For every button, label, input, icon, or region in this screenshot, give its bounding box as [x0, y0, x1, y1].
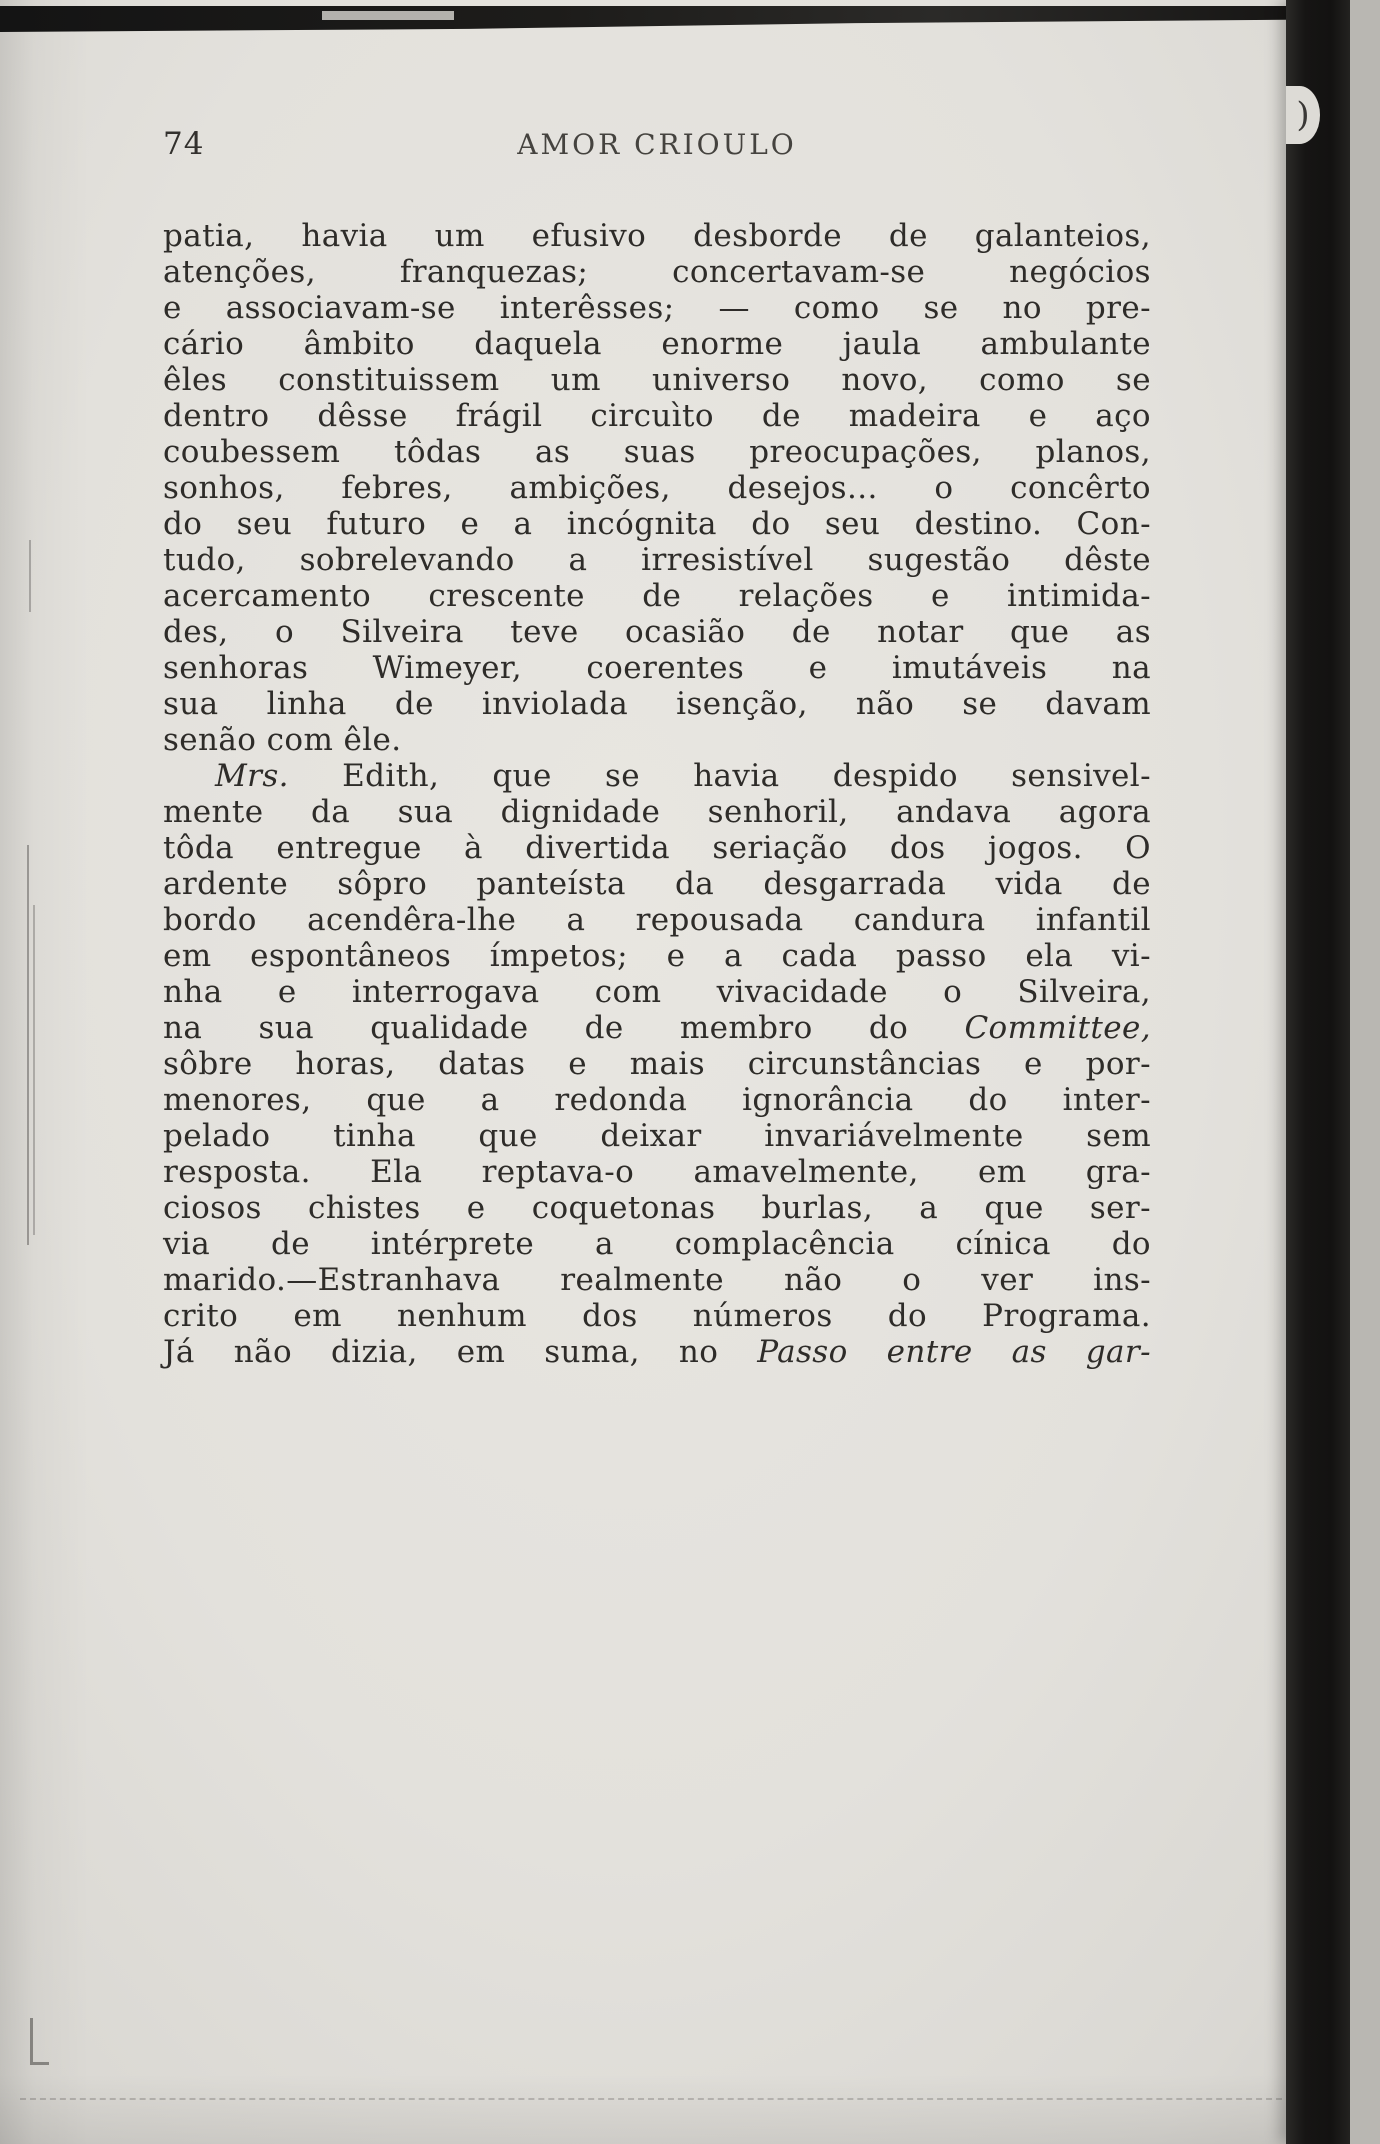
text-line — [163, 470, 1151, 506]
text-segment-italic: Committee, — [964, 1010, 1151, 1046]
scan-artifact-bottom-left-mark — [30, 2018, 49, 2065]
text-line — [163, 578, 1151, 614]
text-segment: em espontâneos ímpetos; e a cada passo ela vi- — [163, 938, 1151, 974]
text-line — [163, 722, 1151, 758]
text-line — [163, 1154, 1151, 1190]
text-line — [163, 1118, 1151, 1154]
text-segment: senão com êle. — [163, 722, 402, 758]
text-segment: ciosos chistes e coquetonas burlas, a que ser- — [163, 1190, 1151, 1226]
text-segment: do seu futuro e a incógnita do seu destino. Con- — [163, 506, 1151, 542]
text-segment: nha e interrogava com vivacidade o Silveira, — [163, 974, 1151, 1010]
text-segment: crito em nenhum dos números do Programa. — [163, 1298, 1151, 1334]
scan-artifact-left-scratch — [27, 845, 29, 1245]
text-segment-italic: Passo entre as gar- — [757, 1334, 1151, 1370]
text-line — [163, 1334, 1151, 1370]
scan-artifact-right-notch: ) — [1286, 86, 1320, 144]
text-segment: pelado tinha que deixar invariávelmente sem — [163, 1118, 1151, 1154]
text-segment: êles constituissem um universo novo, como se — [163, 362, 1151, 398]
running-header-title: AMOR CRIOULO — [517, 128, 797, 161]
text-line — [163, 686, 1151, 722]
text-line — [163, 326, 1151, 362]
text-line — [163, 1046, 1151, 1082]
text-line — [163, 830, 1151, 866]
scan-artifact-left-scratch-3 — [29, 540, 31, 612]
text-segment: marido.—Estranhava realmente não o ver ins- — [163, 1262, 1151, 1298]
text-line — [163, 1262, 1151, 1298]
text-segment: atenções, franquezas; concertavam-se negócios — [163, 254, 1151, 290]
text-segment: menores, que a redonda ignorância do inter- — [163, 1082, 1151, 1118]
scan-artifact-top-bar — [0, 6, 1380, 32]
text-segment: resposta. Ela reptava-o amavelmente, em gra- — [163, 1154, 1151, 1190]
text-segment: via de intérprete a complacência cínica do — [163, 1226, 1151, 1262]
text-segment: sonhos, febres, ambições, desejos... o concêrto — [163, 470, 1151, 506]
text-line — [163, 434, 1151, 470]
text-segment: ardente sôpro panteísta da desgarrada vida de — [163, 866, 1151, 902]
text-line — [163, 254, 1151, 290]
text-segment: Edith, que se havia despido sensivel- — [288, 758, 1151, 794]
text-segment: e associavam-se interêsses; — como se no pre- — [163, 290, 1151, 326]
text-segment: senhoras Wimeyer, coerentes e imutáveis na — [163, 650, 1151, 686]
text-line — [163, 758, 1151, 794]
text-line — [163, 650, 1151, 686]
text-line — [163, 398, 1151, 434]
text-line — [163, 1082, 1151, 1118]
text-segment: bordo acendêra-lhe a repousada candura infantil — [163, 902, 1151, 938]
text-line — [163, 362, 1151, 398]
text-segment: na sua qualidade de membro do — [163, 1010, 965, 1046]
body-text — [163, 218, 1151, 1370]
text-line — [163, 614, 1151, 650]
text-line — [163, 542, 1151, 578]
text-line — [163, 290, 1151, 326]
text-segment: dentro dêsse frágil circuìto de madeira e aço — [163, 398, 1151, 434]
text-segment: patia, havia um efusivo desborde de galanteios, — [163, 218, 1151, 254]
scan-artifact-left-scratch-2 — [33, 905, 35, 1235]
text-segment: mente da sua dignidade senhoril, andava agora — [163, 794, 1151, 830]
page-number: 74 — [163, 126, 205, 162]
scan-artifact-right-binding-bar — [1286, 0, 1350, 2144]
text-segment: cário âmbito daquela enorme jaula ambulante — [163, 326, 1151, 362]
scan-artifact-bottom-line — [20, 2098, 1282, 2100]
text-line — [163, 1190, 1151, 1226]
text-segment-italic: Mrs. — [215, 758, 289, 794]
text-segment: sua linha de inviolada isenção, não se davam — [163, 686, 1151, 722]
text-line — [163, 866, 1151, 902]
text-segment: acercamento crescente de relações e intimida- — [163, 578, 1151, 614]
scan-artifact-top-gap — [322, 11, 454, 20]
text-line — [163, 974, 1151, 1010]
text-segment: sôbre horas, datas e mais circunstâncias e por- — [163, 1046, 1151, 1082]
text-segment: des, o Silveira teve ocasião de notar que as — [163, 614, 1151, 650]
text-line — [163, 1298, 1151, 1334]
text-segment: tudo, sobrelevando a irresistível sugestão dêste — [163, 542, 1151, 578]
text-segment: coubessem tôdas as suas preocupações, planos, — [163, 434, 1151, 470]
text-line — [163, 218, 1151, 254]
text-line — [163, 938, 1151, 974]
scan-artifact-right-page-edge — [1350, 0, 1380, 2144]
text-line — [163, 794, 1151, 830]
text-line — [163, 902, 1151, 938]
text-line — [163, 1226, 1151, 1262]
text-segment: Já não dizia, em suma, no — [163, 1334, 758, 1370]
text-line — [163, 506, 1151, 542]
text-segment: tôda entregue à divertida seriação dos jogos. O — [163, 830, 1151, 866]
text-line — [163, 1010, 1151, 1046]
